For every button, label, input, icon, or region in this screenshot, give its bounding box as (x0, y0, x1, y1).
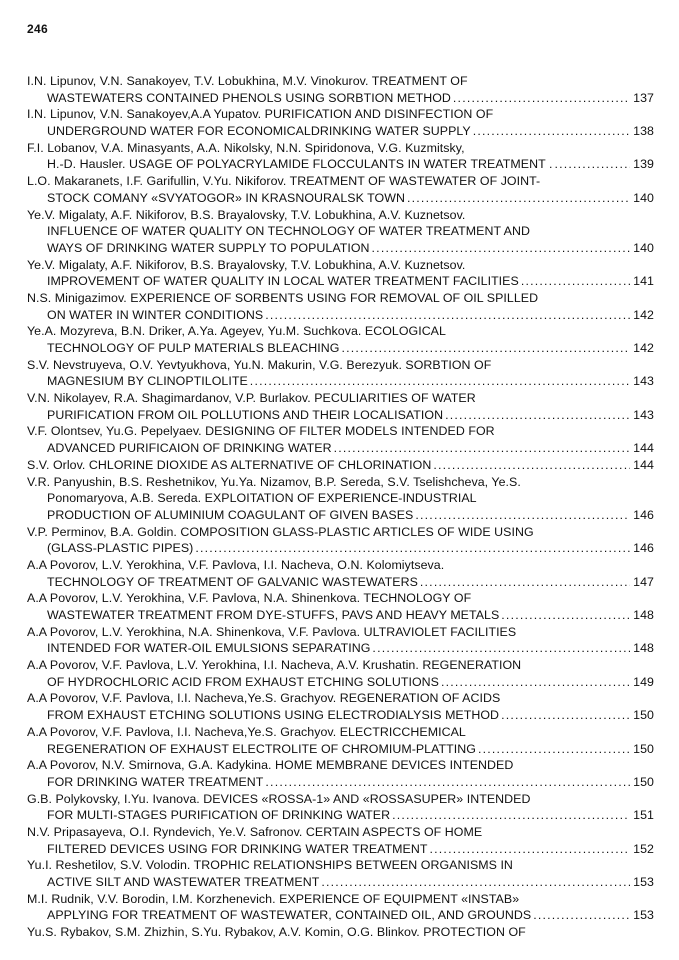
dot-leader (473, 123, 630, 140)
toc-entry (27, 724, 654, 757)
toc-entry (27, 757, 654, 790)
toc-entry-title: (GLASS-PLASTIC PIPES) (47, 541, 194, 556)
toc-entry-final-line (27, 407, 654, 424)
toc-entry-authors-line: S.V. Nevstruyeva, O.V. Yevtyukhova, Yu.N. Makurin, V.G. Berezyuk. SORBTION OF (27, 357, 492, 372)
toc-entry (27, 207, 654, 257)
toc-entry-title: APPLYING FOR TREATMENT OF WASTEWATER, CONTAINED OIL, AND GROUNDS (47, 908, 532, 923)
toc-entry-title: FROM EXHAUST ETCHING SOLUTIONS USING ELECTRODIALYSIS METHOD (47, 708, 500, 723)
toc-entry-title: MAGNESIUM BY CLINOPTILOLITE (47, 374, 248, 389)
toc-entry-title: TECHNOLOGY OF TREATMENT OF GALVANIC WASTEWATERS (47, 574, 418, 589)
dot-leader (420, 574, 630, 591)
toc-entry-title: ON WATER IN WINTER CONDITIONS (47, 307, 264, 322)
toc-entry-page-number: 150 (633, 774, 654, 789)
toc-entry (27, 140, 654, 173)
dot-leader (445, 407, 630, 424)
toc-entry-final-line (27, 774, 654, 791)
dot-leader (453, 90, 630, 107)
toc-entry (27, 457, 654, 474)
toc-entry-authors-line: N.S. Minigazimov. EXPERIENCE OF SORBENTS USING FOR REMOVAL OF OIL SPILLED (27, 290, 539, 305)
toc-entry-authors-line: A.A Povorov, V.F. Pavlova, I.I. Nacheva,Ye.S. Grachyov. ELECTRICCHEMICAL (27, 724, 466, 739)
toc-entry-page-number: 152 (633, 841, 654, 856)
toc-entry-page-number: 153 (633, 875, 654, 889)
toc-entry-authors-line: Ye.A. Mozyreva, B.N. Driker, A.Ya. Ageyev, Yu.M. Suchkova. ECOLOGICAL (27, 324, 446, 339)
toc-entry-page-number: 148 (633, 641, 654, 656)
toc-entry-page-number: 147 (633, 574, 654, 589)
toc-entry-final-line (27, 807, 654, 824)
page-number: 246 (27, 22, 48, 36)
dot-leader (501, 607, 630, 624)
toc-entry-title: TECHNOLOGY OF PULP MATERIALS BLEACHING (47, 341, 340, 355)
dot-leader (250, 373, 630, 390)
toc-entry-page-number: 148 (633, 608, 654, 622)
toc-entry-final-line (27, 240, 654, 257)
toc-entry-final-line (27, 156, 654, 173)
toc-entry (27, 474, 654, 524)
toc-entry-authors-line: L.O. Makaranets, I.F. Garifullin, V.Yu. Nikiforov. TREATMENT OF WASTEWATER OF JOINT- (27, 174, 541, 189)
toc-entry-title: FOR MULTI-STAGES PURIFICATION OF DRINKING WATER (47, 808, 391, 823)
toc-entry-page-number: 137 (633, 90, 654, 105)
toc-entry-authors-line: V.R. Panyushin, B.S. Reshetnikov, Yu.Ya. Nizamov, B.P. Sereda, S.V. Tselishcheva, Ye.S. (27, 474, 521, 489)
toc-entry-page-number: 144 (633, 441, 654, 456)
dot-leader (533, 907, 630, 924)
toc-entry (27, 423, 654, 456)
dot-leader (372, 640, 630, 657)
toc-entry-title: FILTERED DEVICES USING FOR DRINKING WATER TREATMENT (47, 841, 428, 856)
toc-entry-final-line (27, 574, 654, 591)
dot-leader (441, 674, 630, 691)
toc-entry (27, 257, 654, 290)
toc-entry-title-line: Ponomaryova, A.B. Sereda. EXPLOITATION OF EXPERIENCE-INDUSTRIAL (47, 491, 477, 506)
toc-entry-title: WASTEWATERS CONTAINED PHENOLS USING SORBTION METHOD (47, 90, 451, 105)
toc-entry-final-line (27, 123, 654, 140)
toc-entry (27, 791, 654, 824)
dot-leader (478, 741, 630, 758)
toc-entry-authors-line: V.N. Nikolayev, R.A. Shagimardanov, V.P. Burlakov. PECULIARITIES OF WATER (27, 391, 476, 406)
toc-entry-final-line (27, 907, 654, 924)
toc-entry-authors-line: Yu.S. Rybakov, S.M. Zhizhin, S.Yu. Rybakov, A.V. Komin, O.G. Blinkov. PROTECTION OF (27, 925, 526, 940)
toc-entry-page-number: 149 (633, 674, 654, 689)
toc-entry-authors-line: A.A Povorov, L.V. Yerokhina, V.F. Pavlova, I.I. Nacheva, O.N. Kolomiytseva. (27, 557, 445, 572)
table-of-contents (27, 73, 654, 941)
toc-entry-authors-line: Ye.V. Migalaty, A.F. Nikiforov, B.S. Brayalovsky, T.V. Lobukhina, A.V. Kuznetsov. (27, 257, 466, 272)
toc-entry-authors-line: A.A Povorov, N.V. Smirnova, G.A. Kadykina. HOME MEMBRANE DEVICES INTENDED (27, 758, 514, 773)
toc-entry-authors-line: V.F. Olontsev, Yu.G. Pepelyaev. DESIGNING OF FILTER MODELS INTENDED FOR (27, 424, 495, 439)
toc-entry-page-number: 140 (633, 190, 654, 205)
toc-entry (27, 323, 654, 356)
toc-entry-title: PURIFICATION FROM OIL POLLUTIONS AND THEIR LOCALISATION (47, 407, 444, 422)
dot-leader (501, 707, 630, 724)
toc-entry-page-number: 146 (633, 541, 654, 556)
toc-entry-page-number: 144 (633, 457, 654, 472)
toc-entry-authors-line: I.N. Lipunov, V.N. Sanakoyev,A.A Yupatov. PURIFICATION AND DISINFECTION OF (27, 107, 494, 122)
toc-entry-final-line (27, 741, 654, 758)
toc-entry-page-number: 142 (633, 307, 654, 322)
toc-entry (27, 290, 654, 323)
toc-entry-final-line (27, 540, 654, 557)
toc-entry-page-number: 151 (633, 808, 654, 823)
toc-entry-page-number: 142 (633, 341, 654, 355)
toc-entry-title: S.V. Orlov. CHLORINE DIOXIDE AS ALTERNATIVE OF CHLORINATION (27, 457, 432, 472)
toc-entry-title: STOCK COMANY «SVYATOGOR» IN KRASNOURALSK TOWN (47, 190, 405, 205)
toc-entry (27, 824, 654, 857)
toc-entry-authors-line: A.A Povorov, L.V. Yerokhina, N.A. Shinenkova, V.F. Pavlova. ULTRAVIOLET FACILITIES (27, 624, 517, 639)
toc-entry-title: WASTEWATER TREATMENT FROM DYE-STUFFS, PAVS AND HEAVY METALS (47, 608, 500, 622)
toc-entry-page-number: 150 (633, 708, 654, 723)
toc-entry (27, 924, 654, 941)
toc-entry (27, 106, 654, 139)
toc-entry-page-number: 150 (633, 741, 654, 756)
toc-entry-page-number: 153 (633, 908, 654, 923)
toc-entry-final-line (27, 340, 654, 357)
toc-entry-title: WAYS OF DRINKING WATER SUPPLY TO POPULATION (47, 240, 370, 255)
dot-leader (415, 507, 630, 524)
toc-entry-authors-line: A.A Povorov, L.V. Yerokhina, V.F. Pavlova, N.A. Shinenkova. TECHNOLOGY OF (27, 591, 472, 606)
dot-leader (554, 156, 630, 173)
toc-entry-title: REGENERATION OF EXHAUST ELECTROLITE OF CHROMIUM-PLATTING (47, 741, 476, 756)
toc-entry-authors-line: Yu.I. Reshetilov, S.V. Volodin. TROPHIC RELATIONSHIPS BETWEEN ORGANISMS IN (27, 858, 513, 873)
toc-entry-authors-line: N.V. Pripasayeva, O.I. Ryndevich, Ye.V. Safronov. CERTAIN ASPECTS OF HOME (27, 824, 483, 839)
toc-entry-final-line (27, 373, 654, 390)
dot-leader (334, 440, 631, 457)
toc-entry-final-line (27, 607, 654, 624)
toc-entry (27, 690, 654, 723)
toc-entry-authors-line: G.B. Polykovsky, I.Yu. Ivanova. DEVICES «ROSSA-1» AND «ROSSASUPER» INTENDED (27, 791, 531, 806)
toc-entry-authors-line: A.A Povorov, V.F. Pavlova, I.I. Nacheva,Ye.S. Grachyov. REGENERATION OF ACIDS (27, 691, 501, 706)
dot-leader (265, 774, 630, 791)
toc-entry-final-line (27, 90, 654, 107)
toc-entry-page-number: 140 (633, 240, 654, 255)
toc-entry (27, 524, 654, 557)
toc-entry (27, 557, 654, 590)
toc-entry-title-line: INFLUENCE OF WATER QUALITY ON TECHNOLOGY OF WATER TREATMENT AND (47, 224, 530, 239)
toc-entry-final-line (27, 874, 654, 891)
toc-entry-title: FOR DRINKING WATER TREATMENT (47, 774, 264, 789)
toc-entry-authors-line: A.A Povorov, V.F. Pavlova, L.V. Yerokhina, I.I. Nacheva, A.V. Krushatin. REGENERATION (27, 658, 522, 673)
toc-entry-final-line (27, 440, 654, 457)
dot-leader (341, 340, 630, 357)
dot-leader (521, 273, 630, 290)
toc-entry-final-line (27, 640, 654, 657)
toc-entry-page-number: 143 (633, 374, 654, 389)
toc-entry (27, 73, 654, 106)
toc-entry (27, 891, 654, 924)
toc-entry (27, 590, 654, 623)
toc-entry-page-number: 139 (633, 157, 654, 172)
toc-entry-final-line (27, 307, 654, 324)
toc-entry-authors-line: F.I. Lobanov, V.A. Minasyants, A.A. Nikolsky, N.N. Spiridonova, V.G. Kuzmitsky, (27, 140, 465, 155)
toc-entry (27, 657, 654, 690)
toc-entry-final-line (27, 457, 654, 474)
dot-leader (265, 307, 630, 324)
toc-entry-page-number: 138 (633, 124, 654, 139)
toc-entry-authors-line: Ye.V. Migalaty, A.F. Nikiforov, B.S. Brayalovsky, T.V. Lobukhina, A.V. Kuznetsov. (27, 207, 466, 222)
toc-entry-title: ACTIVE SILT AND WASTEWATER TREATMENT (47, 875, 320, 889)
dot-leader (195, 540, 630, 557)
dot-leader (430, 841, 631, 858)
toc-entry-final-line (27, 841, 654, 858)
dot-leader (407, 190, 630, 207)
toc-entry (27, 173, 654, 206)
toc-entry-final-line (27, 507, 654, 524)
dot-leader (392, 807, 630, 824)
toc-entry-title: IMPROVEMENT OF WATER QUALITY IN LOCAL WATER TREATMENT FACILITIES (47, 274, 519, 289)
dot-leader (321, 874, 630, 891)
toc-entry (27, 357, 654, 390)
toc-entry-final-line (27, 190, 654, 207)
toc-entry-title: ADVANCED PURIFICAION OF DRINKING WATER (47, 441, 332, 456)
toc-entry-title: PRODUCTION OF ALUMINIUM COAGULANT OF GIVEN BASES (47, 507, 414, 522)
toc-entry (27, 390, 654, 423)
toc-entry-title: H.-D. Hausler. USAGE OF POLYACRYLAMIDE FLOCCULANTS IN WATER TREATMENT . (47, 157, 553, 172)
toc-entry-page-number: 146 (633, 507, 654, 522)
toc-entry (27, 624, 654, 657)
toc-entry-authors-line: M.I. Rudnik, V.V. Borodin, I.M. Korzhenevich. EXPERIENCE OF EQUIPMENT «INSTAB» (27, 891, 520, 906)
toc-entry-title: UNDERGROUND WATER FOR ECONOMICALDRINKING WATER SUPPLY (47, 124, 471, 139)
toc-entry-title: INTENDED FOR WATER-OIL EMULSIONS SEPARATING (47, 641, 371, 656)
dot-leader (372, 240, 631, 257)
toc-entry-authors-line: I.N. Lipunov, V.N. Sanakoyev, T.V. Lobukhina, M.V. Vinokurov. TREATMENT OF (27, 74, 468, 88)
toc-entry-final-line (27, 707, 654, 724)
toc-entry (27, 857, 654, 890)
toc-entry-authors-line: V.P. Perminov, B.A. Goldin. COMPOSITION GLASS-PLASTIC ARTICLES OF WIDE USING (27, 524, 534, 539)
toc-entry-title: OF HYDROCHLORIC ACID FROM EXHAUST ETCHING SOLUTIONS (47, 674, 439, 689)
dot-leader (433, 457, 630, 474)
toc-entry-page-number: 141 (633, 274, 654, 289)
toc-entry-final-line (27, 674, 654, 691)
toc-entry-final-line (27, 273, 654, 290)
toc-entry-page-number: 143 (633, 407, 654, 422)
